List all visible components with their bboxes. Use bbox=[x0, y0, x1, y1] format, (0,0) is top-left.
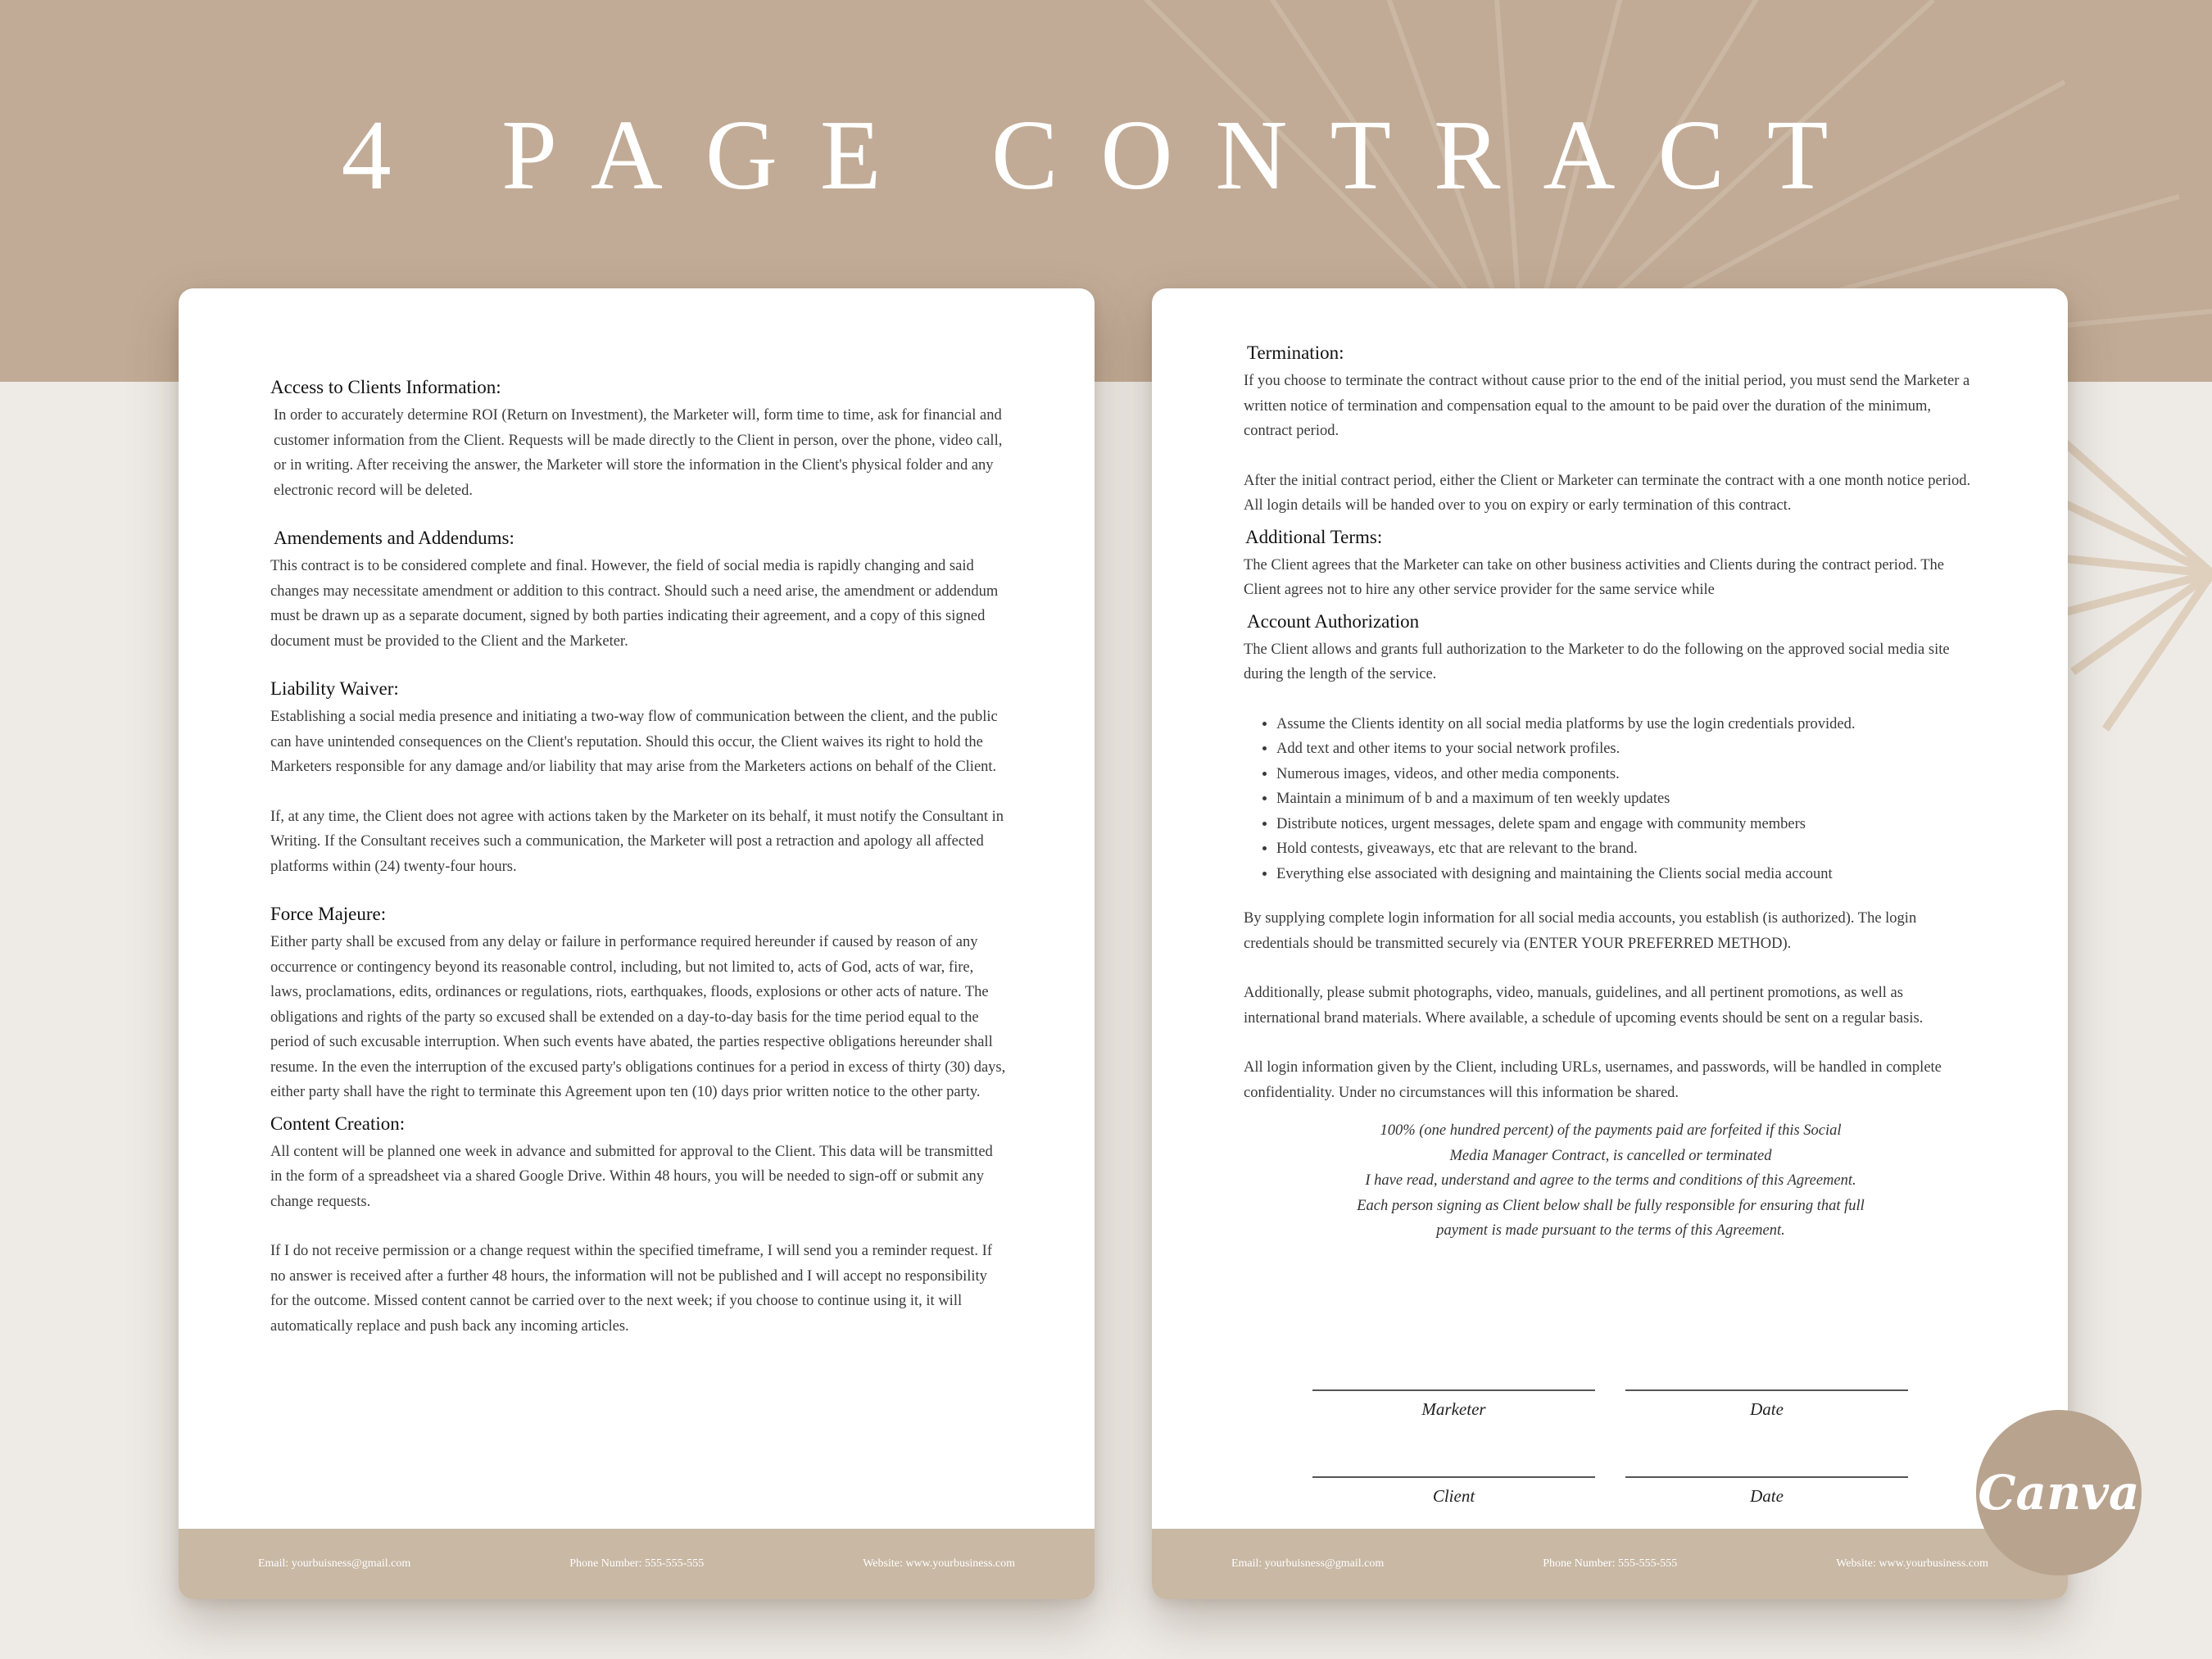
signature-client: Client bbox=[1312, 1476, 1595, 1507]
footer-website: Website: www.yourbusiness.com bbox=[863, 1557, 1015, 1570]
section-heading: Content Creation: bbox=[270, 1113, 406, 1134]
page-title: 4 PAGE CONTRACT bbox=[341, 100, 1871, 211]
footer-website: Website: www.yourbusiness.com bbox=[1836, 1557, 1988, 1570]
section-paragraph: All content will be planned one week in advance and submitted for approval to the Client. This data will be transmitted in the form of a spreadsheet via a shared Google Drive. Within 48 hours, you will be needed to sign-off or submit any change requests. bbox=[270, 1143, 993, 1210]
section-paragraph: If you choose to terminate the contract without cause prior to the end of the initial period, you must send the Marketer a written notice of termination and compensation equal to the amount to be paid over the duration of the minimum, contract period. bbox=[1244, 373, 1970, 439]
section-clients-information bbox=[270, 377, 1006, 503]
section-paragraph: This contract is to be considered complete and final. However, the field of social media is rapidly changing and said changes may necessitate amendment or addition to this contract. Should such a need arise, the amendment or addendum must be drawn up as a separate document, signed by both parties indicating their agreement, and a copy of this signed document must be provided to the Client and the Marketer. bbox=[270, 558, 999, 650]
list-item: • Assume the Clients identity on all social media platforms by use the login credentials provided. bbox=[1276, 712, 1978, 737]
footer-email: Email: yourbuisness@gmail.com bbox=[1231, 1557, 1385, 1570]
page-footer bbox=[179, 1529, 1095, 1599]
section-paragraph: The Client allows and grants full authorization to the Marketer to do the following on the approved social media site during the length of the service. bbox=[1244, 641, 1950, 682]
authorization-list bbox=[1244, 712, 1978, 887]
forfeit-agreement-notice bbox=[1244, 1118, 1978, 1244]
page-footer bbox=[1152, 1529, 2068, 1599]
list-item: • Everything else associated with designing and maintaining the Clients social media account bbox=[1276, 862, 1978, 887]
list-item: • Maintain a minimum of b and a maximum of ten weekly updates bbox=[1276, 786, 1978, 812]
list-item: • Hold contests, giveaways, etc that are relevant to the brand. bbox=[1276, 836, 1978, 862]
section-paragraph: After the initial contract period, either the Client or Marketer can terminate the contract with a one month notice period. All login details will be handed over to you on expiry or early termination of this contract. bbox=[1244, 472, 1971, 514]
list-item: • Add text and other items to your social network profiles. bbox=[1276, 737, 1978, 762]
section-heading: Force Majeure: bbox=[270, 904, 387, 924]
section-heading: Termination: bbox=[1247, 342, 1344, 363]
section-heading: Additional Terms: bbox=[1245, 526, 1383, 547]
section-content-creation bbox=[270, 1113, 1006, 1339]
list-item: • Numerous images, videos, and other media components. bbox=[1276, 762, 1978, 787]
signature-date-2: Date bbox=[1625, 1476, 1908, 1507]
section-heading: Liability Waiver: bbox=[270, 678, 399, 699]
signature-date-1: Date bbox=[1625, 1389, 1908, 1420]
left-page-content bbox=[270, 377, 1006, 1363]
footer-email: Email: yourbuisness@gmail.com bbox=[257, 1557, 411, 1570]
section-paragraph: Either party shall be excused from any delay or failure in performance required hereunder if caused by reason of any occurrence or contingency beyond its reasonable control, including, but not limited to, acts of God, acts of war, fire, laws, proclamations, edits, ordinances or regulations, riots, earthquakes, floods, explosions or other acts of nature. The obligations and rights of the party so excused shall be extended on a day-to-day basis for the time period equal to the period of such excusable interruption. When such events have abated, the parties respective obligations hereunder shall resume. In the even the interruption of the excused party's obligations continues for a period in excess of thirty (30) days, either party shall have the right to terminate this Agreement upon ten (10) days prior written notice to the other party. bbox=[270, 934, 1006, 1100]
footer-phone: Phone Number: 555-555-555 bbox=[1543, 1557, 1678, 1570]
list-item: • Distribute notices, urgent messages, delete spam and engage with community members bbox=[1276, 812, 1978, 837]
contract-page-left bbox=[179, 288, 1095, 1599]
right-page-content bbox=[1244, 342, 1978, 1268]
italic-line: 100% (one hundred percent) of the payments paid are forfeited if this Social bbox=[1380, 1122, 1842, 1139]
section-liability-waiver bbox=[270, 678, 1006, 879]
italic-line: I have read, understand and agree to the terms and conditions of this Agreement. bbox=[1365, 1172, 1856, 1189]
section-paragraph: If, at any time, the Client does not agree with actions taken by the Marketer on its behalf, it must notify the Consultant in Writing. If the Consultant receives such a communication, the Marketer will post a retraction and apology all affected platforms within (24) twenty-four hours. bbox=[270, 808, 1004, 875]
section-additional-terms bbox=[1244, 527, 1978, 603]
section-heading: Account Authorization bbox=[1247, 610, 1420, 632]
footer-phone: Phone Number: 555-555-555 bbox=[569, 1557, 705, 1570]
section-paragraph: Additionally, please submit photographs, video, manuals, guidelines, and all pertinent promotions, as well as international brand materials. Where available, a schedule of upcoming events should be sent on a regular basis. bbox=[1244, 985, 1924, 1027]
section-paragraph: In order to accurately determine ROI (Return on Investment), the Marketer will, form time to time, ask for financial and customer information from the Client. Requests will be made directly to the Client in person, over the phone, video call, or in writing. After receiving the answer, the Marketer will store the information in the Client's physical folder and any electronic record will be deleted. bbox=[274, 407, 1003, 499]
palm-leaf-decoration-side bbox=[2048, 410, 2212, 754]
section-force-majeure bbox=[270, 904, 1006, 1105]
contract-page-right bbox=[1152, 288, 2068, 1599]
section-paragraph: By supplying complete login information for all social media accounts, you establish (is authorized). The login credentials should be transmitted securely via (ENTER YOUR PREFERRED METHOD). bbox=[1244, 910, 1917, 952]
section-paragraph: All login information given by the Client, including URLs, usernames, and passwords, will be handled in complete confidentiality. Under no circumstances will this information be shared. bbox=[1244, 1059, 1942, 1101]
italic-line: payment is made pursuant to the terms of this Agreement. bbox=[1436, 1222, 1785, 1239]
canva-badge: Canva bbox=[1976, 1410, 2142, 1575]
signature-marketer: Marketer bbox=[1312, 1389, 1595, 1420]
italic-line: Each person signing as Client below shall be fully responsible for ensuring that full bbox=[1357, 1197, 1865, 1214]
section-amendments bbox=[270, 528, 1006, 654]
section-heading: Amendements and Addendums: bbox=[274, 528, 514, 548]
section-paragraph: Establishing a social media presence and initiating a two-way flow of communication between the client, and the public can have unintended consequences on the Client's reputation. Should this occur, the Client waives its right to hold the Marketers responsible for any damage and/or liability that may arise from the Marketers actions on behalf of the Client. bbox=[270, 709, 998, 775]
section-account-authorization bbox=[1244, 611, 1978, 1106]
section-paragraph: The Client agrees that the Marketer can take on other business activities and Clients during the contract period. The Client agrees not to hire any other service provider for the same service while bbox=[1244, 556, 1945, 598]
section-heading: Access to Clients Information: bbox=[270, 377, 501, 397]
section-termination bbox=[1244, 342, 1978, 519]
italic-line: Media Manager Contract, is cancelled or terminated bbox=[1449, 1147, 1772, 1164]
section-paragraph: If I do not receive permission or a change request within the specified timeframe, I will send you a reminder request. If no answer is received after a further 48 hours, the information will not be published and I will accept no responsibility for the outcome. Missed content cannot be carried over to the next week; if you choose to continue using it, it will automatically replace and push back any incoming articles. bbox=[270, 1243, 993, 1335]
